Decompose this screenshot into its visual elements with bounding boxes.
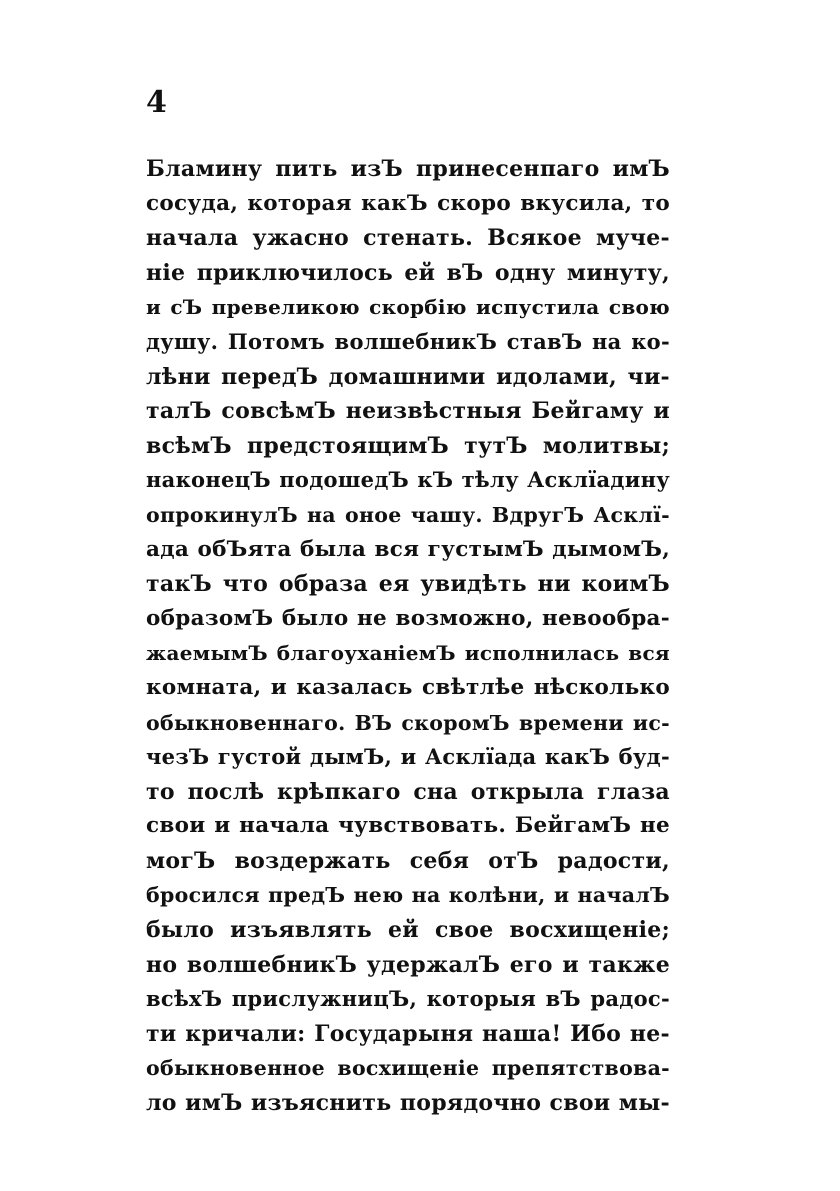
text-line: душу. Потомъ волшебникЪ ставЪ на ко-	[146, 328, 670, 354]
text-line: всѣхЪ прислужницЪ, которыя вЪ радос-	[146, 986, 670, 1012]
text-line: жаемымЪ благоуханіемЪ исполнилась вся	[146, 641, 670, 666]
text-line: такЪ что образа ея увидѣть ни коимЪ	[146, 571, 670, 598]
text-line: было изъявлять ей свое восхищеніе;	[146, 917, 670, 944]
text-line: обыкновенное восхищеніе препятствова-	[146, 1056, 670, 1081]
text-line: опрокинулЪ на оное чашу. ВдругЪ Асклї-	[146, 502, 670, 527]
text-line: чезЪ густой дымЪ, и Асклїада какЪ буд-	[146, 744, 670, 770]
text-line: обыкновеннаго. ВЪ скоромЪ времени ис-	[146, 710, 670, 735]
text-line: но волшебникЪ удержалЪ его и также	[146, 951, 670, 978]
text-line: образомЪ было не возможно, невообра-	[146, 605, 670, 631]
text-line: свои и начала чувствовать. БейгамЪ не	[146, 813, 670, 839]
text-line: ніе приключилось ей вЪ одну минуту,	[146, 259, 670, 286]
text-line: бросился предЪ нею на колѣни, и началЪ	[146, 883, 670, 908]
text-line: начала ужасно стенать. Всякое муче-	[146, 225, 670, 252]
page-number: 4	[146, 85, 167, 120]
text-block	[146, 152, 670, 1121]
text-line: то послѣ крѣпкаго сна открыла глаза	[146, 778, 670, 805]
text-line: всѣмЪ предстоящимЪ тутЪ молитвы;	[146, 432, 670, 459]
text-line: ло имЪ изъяснить порядочно свои мы-	[146, 1090, 670, 1117]
text-line: ти кричали: Государыня наша! Ибо не-	[146, 1020, 670, 1047]
text-line: ада обЪята была вся густымЪ дымомЪ,	[146, 536, 670, 562]
text-line: лѣни передЪ домашними идолами, чи-	[146, 363, 670, 390]
text-line: и сЪ превеликою скорбію испустила свою	[146, 295, 670, 320]
text-line: талЪ совсѣмЪ неизвѣстныя Бейгаму и	[146, 398, 670, 425]
text-line: наконецЪ подошедЪ кЪ тѣлу Асклїадину	[146, 467, 670, 493]
text-line: сосуда, которая какЪ скоро вкусила, то	[146, 190, 670, 216]
text-line: Бламину пить изЪ принесенпаго имЪ	[146, 156, 670, 182]
text-line: могЪ воздержать себя отЪ радости,	[146, 847, 670, 874]
text-line: комната, и казалась свѣтлѣе нѣсколько	[146, 674, 670, 700]
